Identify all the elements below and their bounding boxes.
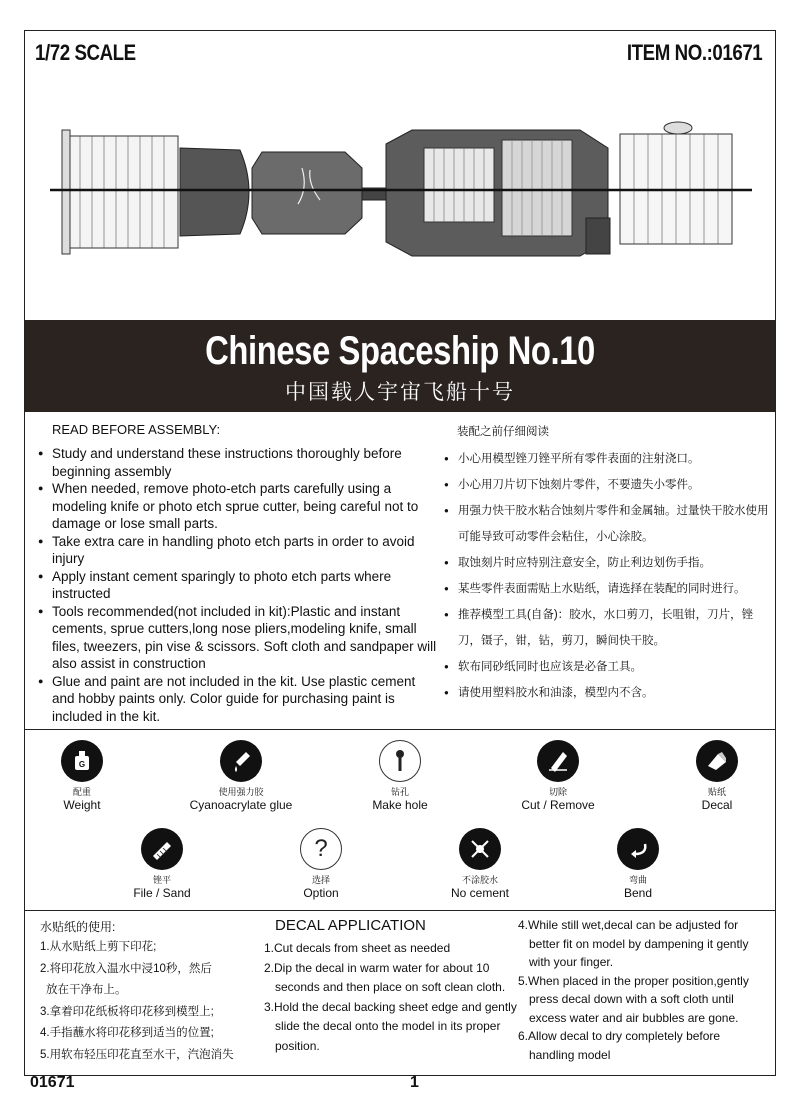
legend-label-en: File / Sand [133, 886, 191, 900]
list-item: ● 取蚀刻片时应特别注意安全，防止利边划伤手指。 [444, 550, 769, 576]
list-item: 4.While still wet,decal can be adjusted for better fit on model by dampening it gently with your finger. [518, 918, 749, 969]
weight-glyph: G [78, 760, 86, 769]
read-before-list-en [38, 445, 438, 725]
read-before-list-zh [444, 446, 769, 706]
divider [25, 910, 775, 911]
legend-label-zh: 使用强力胶 [218, 787, 264, 797]
legend-weight [22, 740, 142, 812]
read-before-title-zh: 装配之前仔细阅读 [457, 426, 549, 438]
title-zh: 中国载人宇宙飞船十号 [285, 380, 515, 404]
title-band [25, 320, 775, 412]
legend-cut [498, 740, 618, 812]
list-item: 6.Allow decal to dry completely before handling model [518, 1029, 721, 1062]
weight-icon [61, 740, 103, 782]
legend-glue [181, 740, 301, 812]
legend-label-en: Make hole [372, 798, 428, 812]
legend-no-cement [420, 828, 540, 900]
decal-steps-en-b [518, 916, 768, 1064]
file-icon [141, 828, 183, 870]
list-item: 3.拿着印花纸板将印花移到模型上; [40, 1005, 214, 1018]
legend-drill [340, 740, 460, 812]
list-item: 3.Hold the decal backing sheet edge and gently slide the decal onto the model in its proper position. [264, 999, 517, 1053]
list-item: 2.Dip the decal in warm water for about 10 seconds and then place on soft clean cloth. [264, 960, 506, 994]
bend-icon [617, 828, 659, 870]
legend-label-zh: 切除 [548, 787, 567, 797]
list-item: ● 软布同砂纸同时也应该是必备工具。 [444, 654, 769, 680]
list-item: ● 小心用模型锉刀锉平所有零件表面的注射浇口。 [444, 446, 769, 472]
legend-label-en: No cement [450, 886, 510, 900]
legend-label-en: Bend [623, 886, 653, 900]
list-item: ● 请使用塑料胶水和油漆，模型内不含。 [444, 680, 769, 706]
footer-item-code: 01671 [30, 1074, 75, 1091]
legend-label-en: Option [303, 886, 339, 900]
legend-label-zh: 钻孔 [390, 787, 409, 797]
list-item: ● Apply instant cement sparingly to photo etch parts where instructed [38, 568, 438, 603]
scale-label: 1/72 SCALE [35, 40, 136, 65]
legend-label-zh: 贴纸 [707, 787, 726, 797]
legend-label-en: Cyanoacrylate glue [189, 798, 293, 812]
cut-icon [537, 740, 579, 782]
list-item: 放在干净布上。 [46, 984, 127, 996]
left-module [62, 130, 178, 254]
no-cement-icon [459, 828, 501, 870]
legend-label-zh: 弯曲 [628, 875, 647, 885]
decal-title-en: DECAL APPLICATION [275, 917, 426, 934]
drill-icon [379, 740, 421, 782]
legend-label-zh: 选择 [311, 875, 330, 885]
list-item: 4.手指蘸水将印花移到适当的位置; [40, 1027, 214, 1039]
glue-icon [220, 740, 262, 782]
decal-title-zh: 水贴纸的使用: [40, 920, 116, 934]
list-item: ● Tools recommended(not included in kit):Plastic and instant cements, sprue cutters,long nose pliers,modeling knife, small files, tweezers, pin vise & scissors. Soft cloth and sandpaper will also assist in construction [38, 603, 438, 673]
legend-label-en: Decal [701, 798, 733, 812]
list-item: 1.从水贴纸上剪下印花; [40, 941, 157, 953]
decal-steps-en-a [264, 939, 520, 1056]
decal-icon [696, 740, 738, 782]
spaceship-illustration [40, 108, 760, 276]
legend-label-zh: 锉平 [152, 875, 171, 885]
divider [25, 729, 775, 730]
list-item: ● 推荐模型工具(自备)：胶水，水口剪刀，长咀钳，刀片，锉刀，镊子，钳，钻，剪刀，瞬间快干胶。 [444, 602, 769, 654]
list-item: 2.将印花放入温水中浸10秒，然后 [40, 962, 212, 975]
decal-steps-zh [40, 937, 265, 1066]
list-item: ● Study and understand these instructions thoroughly before beginning assembly [38, 445, 438, 480]
item-number: ITEM NO.:01671 [626, 40, 762, 65]
list-item: ● Take extra care in handling photo etch parts in order to avoid injury [38, 533, 438, 568]
legend-decal [657, 740, 777, 812]
list-item: ● Glue and paint are not included in the kit. Use plastic cement and hobby paints only. Color guide for purchasing paint is included in the kit. [38, 673, 438, 726]
page-number: 1 [410, 1074, 419, 1091]
legend-option [261, 828, 381, 900]
list-item: ● 用强力快干胶水粘合蚀刻片零件和金属轴。过量快干胶水使用可能导致可动零件会粘住，小心涂胶。 [444, 498, 769, 550]
title-en: Chinese Spaceship No.10 [205, 329, 595, 373]
list-item: ● 某些零件表面需贴上水贴纸，请选择在装配的同时进行。 [444, 576, 769, 602]
list-item: 5.用软布轻压印花直至水干，汽泡消失 [40, 1048, 234, 1061]
option-icon: ? [300, 828, 342, 870]
legend-bend [578, 828, 698, 900]
legend-file [102, 828, 222, 900]
read-before-title-en: READ BEFORE ASSEMBLY: [52, 422, 221, 437]
list-item: 5.When placed in the proper position,gently press decal down with a soft cloth until excess water and air bubbles are gone. [518, 973, 749, 1025]
legend-label-zh: 配重 [72, 787, 91, 797]
list-item: 1.Cut decals from sheet as needed [264, 941, 451, 955]
list-item: ● When needed, remove photo-etch parts carefully using a modeling knife or photo etch sprue cutter, being careful not to damage or lose small parts. [38, 480, 438, 533]
legend-label-en: Weight [63, 798, 101, 812]
legend-label-zh: 不涂胶水 [461, 875, 498, 885]
legend-label-en: Cut / Remove [521, 798, 595, 812]
list-item: ● 小心用刀片切下蚀刻片零件，不要遗失小零件。 [444, 472, 769, 498]
